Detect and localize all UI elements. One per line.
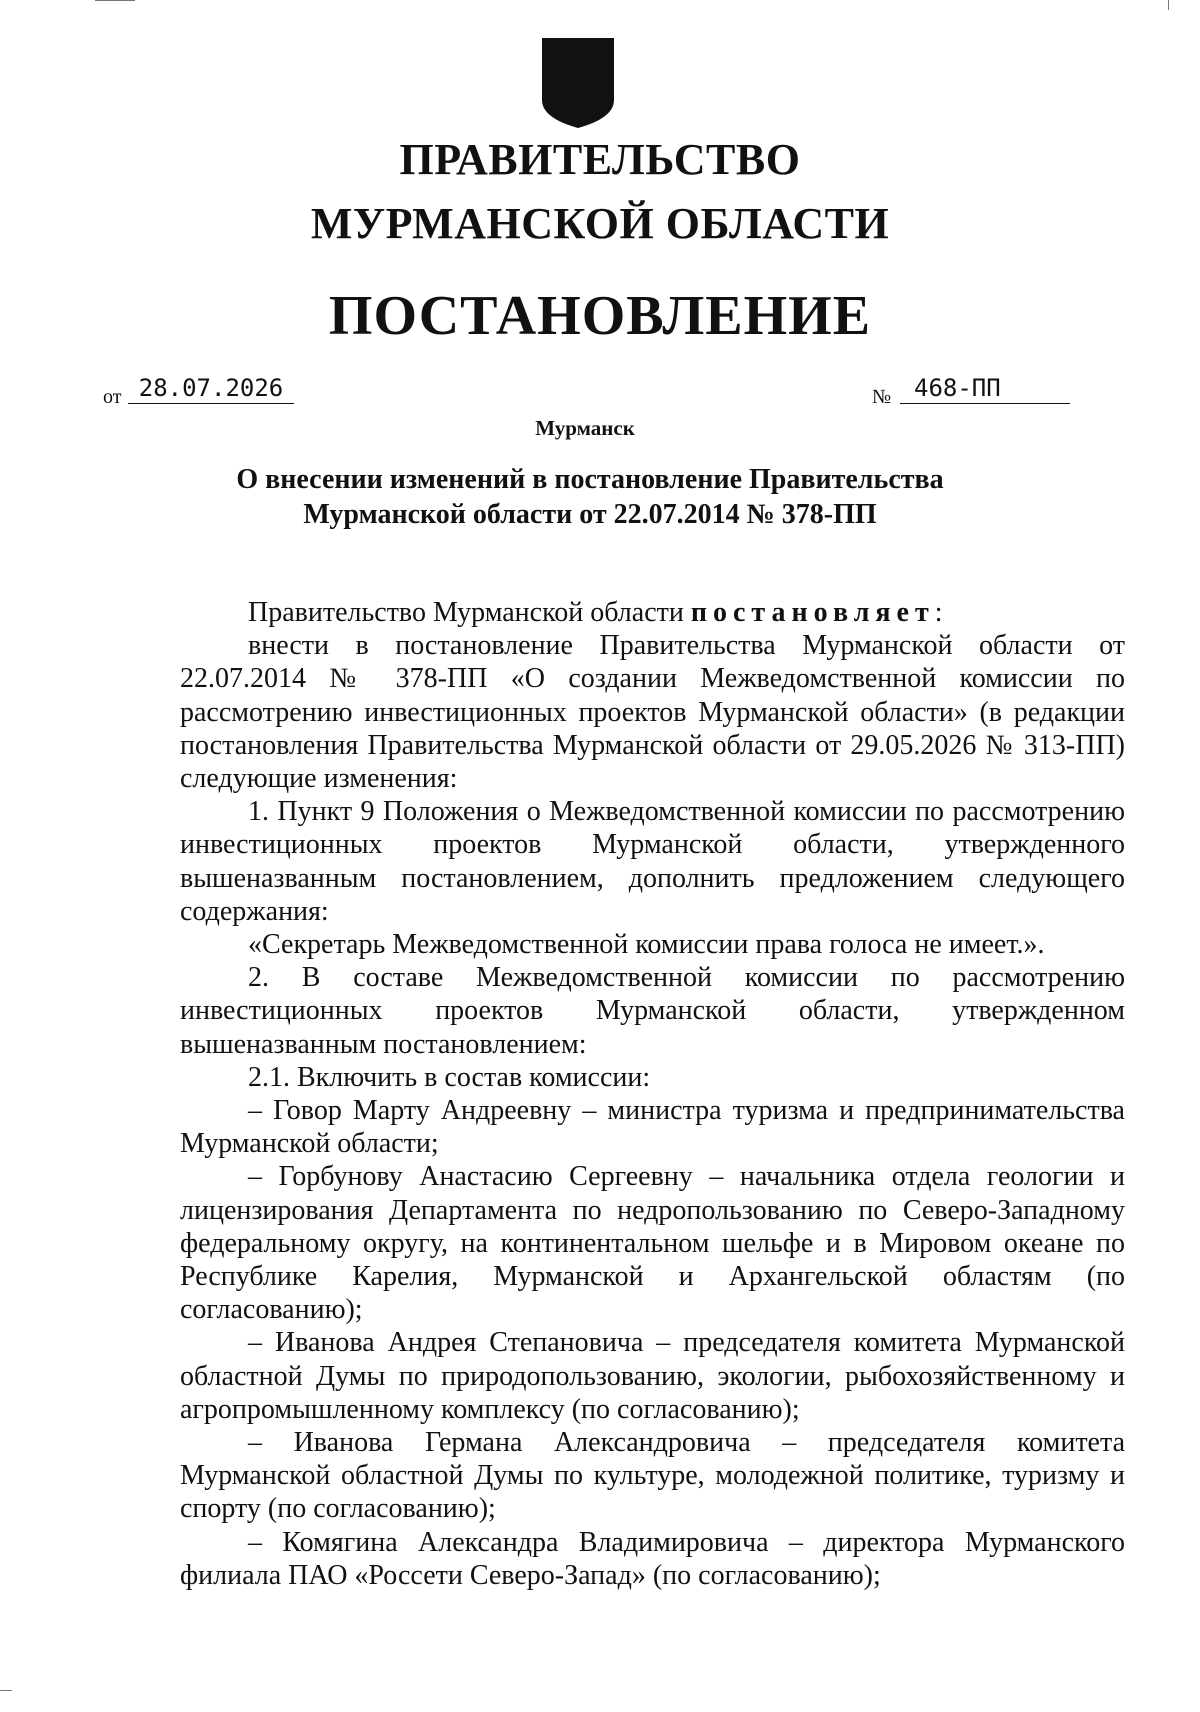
intro-prefix: Правительство Мурманской области — [248, 597, 691, 628]
document-type-title: ПОСТАНОВЛЕНИЕ — [328, 285, 872, 347]
number-label: № — [872, 386, 892, 408]
member-entry: – Горбунову Анастасию Сергеевну – начальника отдела геологии и лицензирования Департамента по недропользованию по Северо-Западному федеральному округу, на континентальном шельфе и в Мировом океане по Республике Карелия, Мурманской и Архангельской областям (по согласованию); — [180, 1161, 1125, 1326]
org-name-line1: ПРАВИТЕЛЬСТВО — [399, 135, 801, 184]
org-name-line2: МУРМАНСКОЙ ОБЛАСТИ — [310, 199, 890, 248]
document-subject — [0, 462, 1180, 532]
member-entry: – Иванова Германа Александровича – председателя комитета Мурманской областной Думы по культуре, молодежной политике, туризму и спорту (по согласованию); — [180, 1427, 1125, 1525]
member-entry: – Говор Марту Андреевну – министра туризма и предпринимательства Мурманской области; — [180, 1095, 1125, 1160]
date-label: от — [103, 386, 122, 408]
scan-artifact — [0, 1690, 12, 1691]
intro-paragraph — [180, 596, 1125, 629]
subject-line1: О внесении изменений в постановление Правительства — [236, 464, 944, 495]
intro-suffix: : — [934, 597, 943, 628]
document-body — [180, 596, 1125, 1592]
intro-emphasis: постановляет — [690, 597, 935, 628]
document-number: 468-ПП — [900, 374, 1070, 404]
member-entry: – Комягина Александра Владимировича – директора Мурманского филиала ПАО «Россети Северо-Запад» (по согласованию); — [180, 1526, 1125, 1591]
paragraph-item-2: 2. В составе Межведомственной комиссии по рассмотрению инвестиционных проектов Мурманской области, утвержденном вышеназванным постановлением: — [180, 962, 1125, 1060]
scan-artifact — [95, 0, 135, 1]
scan-artifact — [1168, 0, 1169, 10]
document-city: Мурманск — [535, 416, 635, 440]
member-entry: – Иванова Андрея Степановича – председателя комитета Мурманской областной Думы по природопользованию, экологии, рыбохозяйственному и агропромышленному комплексу (по согласованию); — [180, 1327, 1125, 1425]
paragraph-item-2-1: 2.1. Включить в состав комиссии: — [248, 1061, 651, 1093]
paragraph-main: внести в постановление Правительства Мурманской области от 22.07.2014 № 378-ПП «О создании Межведомственной комиссии по рассмотрению инвестиционных проектов Мурманской области» (в редакции постановления Правительства Мурманской области от 29.05.2026 № 313-ПП) следующие изменения: — [180, 630, 1125, 795]
subject-line2: Мурманской области от 22.07.2014 № 378-ПП — [303, 499, 877, 530]
coat-of-arms-emblem — [540, 36, 616, 130]
paragraph-quote: «Секретарь Межведомственной комиссии права голоса не имеет.». — [248, 929, 1045, 961]
document-date: 28.07.2026 — [128, 374, 294, 404]
paragraph-item-1: 1. Пункт 9 Положения о Межведомственной комиссии по рассмотрению инвестиционных проектов Мурманской области, утвержденного вышеназванным постановлением, дополнить предложением следующего содержания: — [180, 796, 1125, 927]
